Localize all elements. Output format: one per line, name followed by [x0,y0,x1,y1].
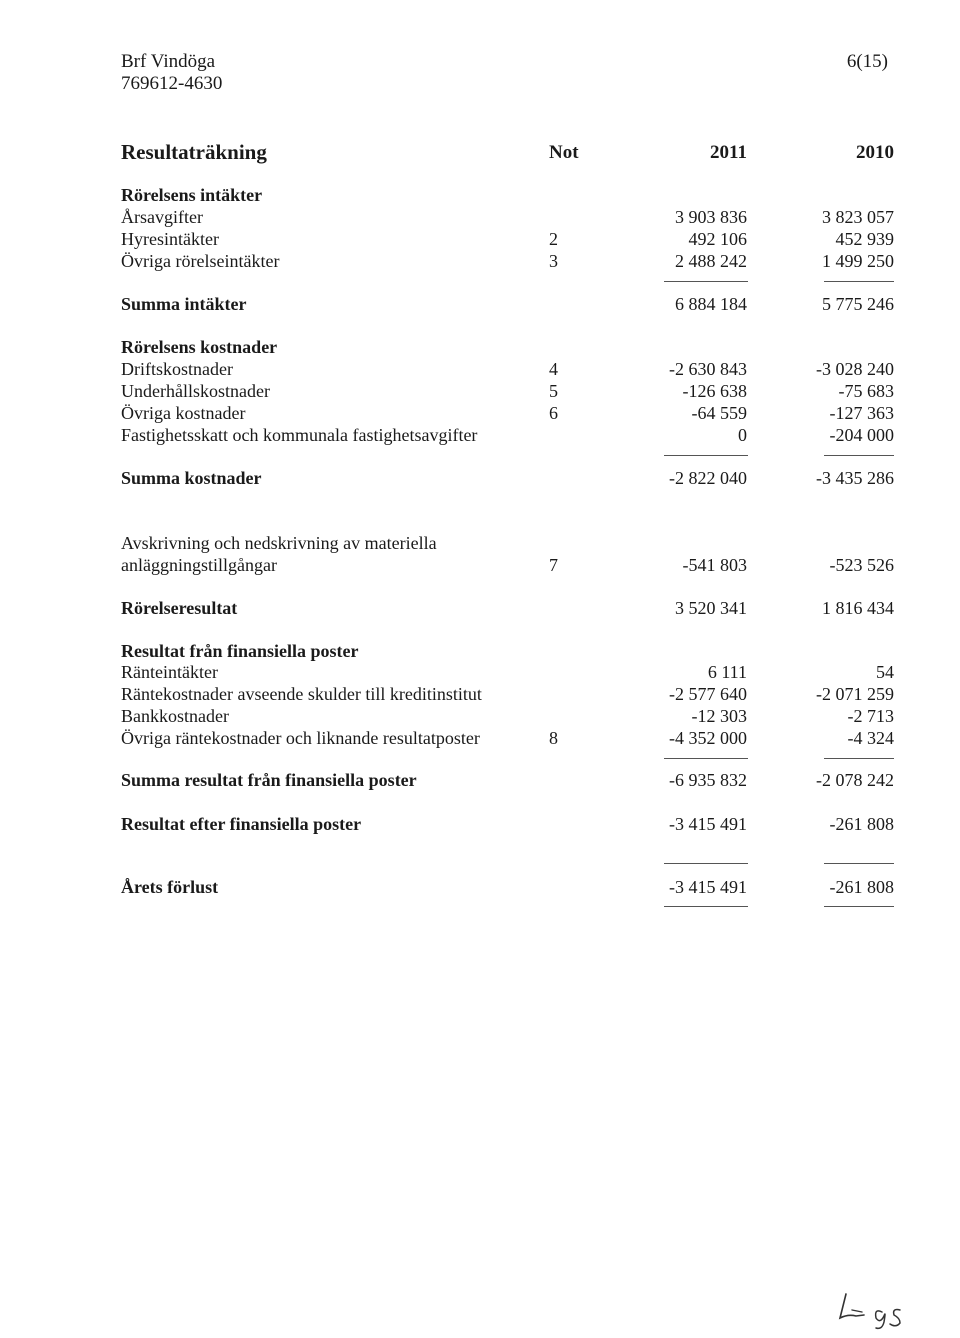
value-2011: 0 [738,425,747,445]
value-2010: -2 071 259 [816,684,894,704]
note-ref: 4 [549,359,558,379]
row-label: Årets förlust [121,877,219,897]
row-bankkostnader [0,705,960,727]
row-label: Övriga rörelseintäkter [121,251,280,271]
row-ranteintakter [0,661,960,683]
row-label: Hyresintäkter [121,229,219,249]
row-label: Summa resultat från finansiella poster [121,770,417,790]
row-avskrivning-line1 [0,532,960,554]
value-2010: -261 808 [829,877,894,897]
total-underline-rule [824,906,894,907]
row-label: Övriga räntekostnader och liknande resultatposter [121,728,480,748]
row-hyresintakter [0,228,960,250]
note-ref: 2 [549,229,558,249]
row-label: Avskrivning och nedskrivning av materiella [121,533,437,553]
row-label: Räntekostnader avseende skulder till kreditinstitut [121,684,482,704]
row-label: Fastighetsskatt och kommunala fastighetsavgifter [121,425,478,445]
value-2010: -261 808 [829,814,894,834]
value-2010: -127 363 [829,403,894,423]
value-2011: 6 111 [707,662,747,682]
value-2010: -75 683 [838,381,894,401]
section-financial-items [0,640,960,662]
total-rule [664,863,748,864]
value-2011: -2 630 843 [669,359,747,379]
row-label: Summa intäkter [121,294,247,314]
row-summa-kostnader [0,467,960,489]
section-operating-income [0,184,960,206]
value-2010: -3 028 240 [816,359,894,379]
row-label: Årsavgifter [121,207,203,227]
org-number: 769612-4630 [121,73,223,94]
note-ref: 5 [549,381,558,401]
value-2011: -64 559 [691,403,747,423]
value-2011: 6 884 184 [675,294,747,314]
note-ref: 3 [549,251,558,271]
row-label: Rörelsens intäkter [121,185,263,205]
row-label: anläggningstillgångar [121,555,277,575]
total-underline-rule [664,906,748,907]
subtotal-rule [664,758,748,759]
value-2010: 54 [876,662,894,682]
subtotal-rule [664,455,748,456]
value-2010: 452 939 [835,229,894,249]
value-2010: -2 078 242 [816,770,894,790]
value-2011: 3 903 836 [675,207,747,227]
row-label: Övriga kostnader [121,403,246,423]
row-label: Underhållskostnader [121,381,270,401]
handwritten-initials [838,1288,918,1332]
column-header-2011: 2011 [710,142,747,163]
value-2011: -2 577 640 [669,684,747,704]
value-2010: -4 324 [847,728,894,748]
row-underhallskostnader [0,380,960,402]
statement-header-row [0,142,960,164]
row-fastighetsskatt [0,424,960,446]
value-2011: -12 303 [691,706,747,726]
column-header-note: Not [549,142,579,163]
value-2010: 1 499 250 [822,251,894,271]
row-arsavgifter [0,206,960,228]
note-ref: 7 [549,555,558,575]
row-label: Driftskostnader [121,359,233,379]
section-operating-costs [0,336,960,358]
value-2011: -4 352 000 [669,728,747,748]
row-ovriga-rantekostnader [0,727,960,749]
value-2010: -3 435 286 [816,468,894,488]
value-2011: -126 638 [682,381,747,401]
row-rantekostnader-kreditinstitut [0,683,960,705]
row-avskrivning-line2 [0,554,960,576]
row-label: Ränteintäkter [121,662,218,682]
value-2011: -2 822 040 [669,468,747,488]
statement-title: Resultaträkning [121,140,267,164]
row-label: Bankkostnader [121,706,229,726]
total-rule [824,863,894,864]
row-arets-forlust [0,876,960,898]
row-label: Resultat efter finansiella poster [121,814,362,834]
note-ref: 8 [549,728,558,748]
value-2010: 3 823 057 [822,207,894,227]
value-2011: -6 935 832 [669,770,747,790]
row-rorelseresultat [0,597,960,619]
row-label: Rörelsens kostnader [121,337,278,357]
value-2010: 5 775 246 [822,294,894,314]
note-ref: 6 [549,403,558,423]
value-2011: -3 415 491 [669,877,747,897]
subtotal-rule [824,455,894,456]
row-resultat-efter-finansiella [0,813,960,835]
subtotal-rule [824,281,894,282]
value-2011: -3 415 491 [669,814,747,834]
value-2010: -204 000 [829,425,894,445]
row-driftskostnader [0,358,960,380]
subtotal-rule [664,281,748,282]
value-2011: 2 488 242 [675,251,747,271]
company-name: Brf Vindöga [121,51,216,72]
row-summa-finansiella [0,769,960,791]
value-2010: -2 713 [847,706,894,726]
value-2010: 1 816 434 [822,598,894,618]
value-2011: 3 520 341 [675,598,747,618]
row-ovriga-rorelseintakter [0,250,960,272]
row-label: Rörelseresultat [121,598,238,618]
row-label: Resultat från finansiella poster [121,641,359,661]
page-number: 6(15) [846,51,888,72]
row-summa-intakter [0,293,960,315]
value-2011: 492 106 [688,229,747,249]
column-header-2010: 2010 [856,142,894,163]
row-label: Summa kostnader [121,468,262,488]
subtotal-rule [824,758,894,759]
value-2011: -541 803 [682,555,747,575]
value-2010: -523 526 [829,555,894,575]
row-ovriga-kostnader [0,402,960,424]
